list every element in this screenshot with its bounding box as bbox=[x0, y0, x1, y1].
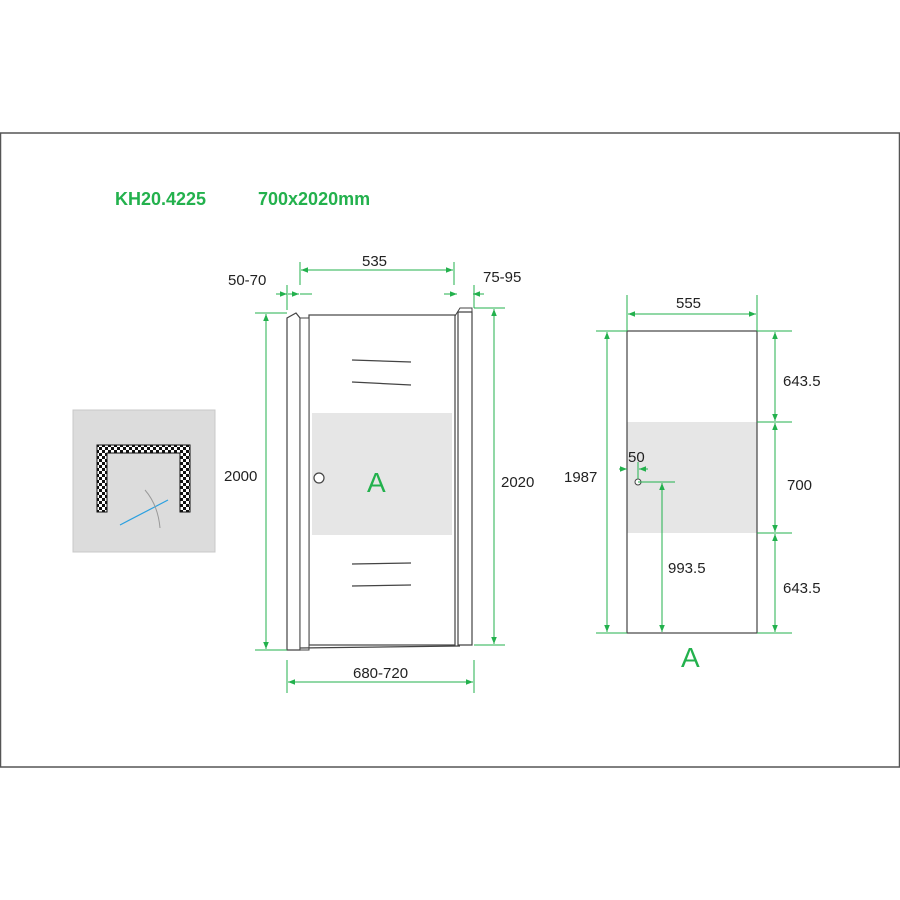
dim-right-gap: 75-95 bbox=[483, 269, 522, 286]
side-dim-bottom-band: 643.5 bbox=[783, 580, 821, 597]
side-dim-height: 1987 bbox=[564, 469, 598, 486]
left-hinge-strip bbox=[300, 318, 309, 650]
side-dim-mid-band: 700 bbox=[787, 477, 813, 494]
right-wall-profile bbox=[458, 312, 472, 645]
side-dim-handle-height: 993.5 bbox=[668, 560, 706, 577]
side-panel-label: A bbox=[681, 642, 700, 673]
side-dim-top-band: 643.5 bbox=[783, 373, 821, 390]
side-frosted-band bbox=[627, 422, 757, 533]
dim-left-gap: 50-70 bbox=[228, 272, 267, 289]
dim-height-left: 2000 bbox=[224, 468, 258, 485]
model-size: 700x2020mm bbox=[258, 189, 371, 209]
glass-label: A bbox=[367, 467, 386, 498]
top-view-inset bbox=[73, 410, 215, 552]
handle-knob-icon bbox=[314, 473, 324, 483]
dim-height-right: 2020 bbox=[501, 474, 535, 491]
dim-width-top: 535 bbox=[362, 253, 388, 270]
left-wall-profile bbox=[287, 313, 300, 650]
side-dim-handle-offset: 50 bbox=[628, 449, 645, 466]
model-code: KH20.4225 bbox=[115, 189, 207, 209]
dim-total-width: 680-720 bbox=[353, 665, 409, 682]
side-dim-width: 555 bbox=[676, 295, 702, 312]
